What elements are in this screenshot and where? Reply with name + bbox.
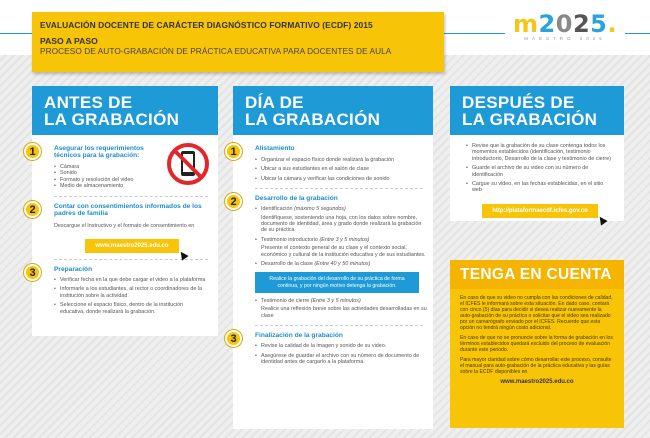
item-time: (Entre 40 y 50 minutos) bbox=[314, 261, 371, 268]
continuous-recording-note: Realice la grabación del desarrollo de su práctica de forma continua, y por ningún motivo detenga la grabación. bbox=[255, 272, 419, 292]
step-text: Descargue el Instructivo y el formato de consentimiento en bbox=[54, 222, 195, 229]
logo-digit: 5 bbox=[590, 10, 608, 38]
list-item: • Organizar el espacio físico donde realizará la grabación bbox=[255, 157, 427, 163]
list-item: • Asegúrese de guardar el archivo con su número de documento de identidad antes de cargarlo a la plataforma. bbox=[255, 353, 427, 366]
during-step-3 bbox=[230, 332, 433, 365]
step-title: Finalización de la grabación bbox=[255, 332, 343, 340]
step-title: Asegurar los requerimientos técnicos para la grabación: bbox=[54, 145, 144, 159]
heading-line: LA GRABACIÓN bbox=[44, 110, 180, 129]
item-label: Testimonio introductorio bbox=[261, 236, 318, 243]
step-number-badge: 2 bbox=[24, 201, 41, 218]
notice-paragraph: Para mayor claridad sobre cómo desarrollar este proceso, consulte el manual para auto-grabación de la práctica educativa y las guías sobre la ECDF disponibles en bbox=[460, 357, 612, 375]
after-heading bbox=[450, 86, 624, 135]
before-step-2 bbox=[29, 202, 218, 253]
logo-digit: 0 bbox=[555, 10, 573, 38]
step-number-badge: 3 bbox=[24, 264, 41, 281]
list-item: • Formato y resolución del video bbox=[54, 177, 162, 183]
step-number-badge: 3 bbox=[225, 330, 242, 347]
list-item: • Revise que la grabación de su clase contenga todos los momentos establecidos (identificación, testimonio introductorio, Desarrollo de la clase y testimonio de cierre) bbox=[466, 143, 614, 162]
notice-paragraph: En caso de que su video no cumpla con las condiciones de calidad, el ICFES le informará sobre esta situación. En dado caso, contará con cinco (5) días para decidir si desea realizar nuevamente la auto-grabación de su práctica o solicitar que el video sea realizado por un camarógrafo enviado por el ICFES. Recuerde que esta opción no tendrá ningún costo adicional. bbox=[460, 295, 613, 331]
maestro-link[interactable]: www.maestro2025.edu.co bbox=[500, 379, 574, 385]
notice-paragraph: En caso de que no se pronuncie sobre la forma de grabación en los términos establecidos quedará excluido del proceso de evaluación durante este periodo. bbox=[460, 335, 613, 353]
logo-digit: 2 bbox=[538, 10, 556, 38]
item-label: Identificación bbox=[261, 206, 293, 213]
step-label: PASO A PASO bbox=[40, 36, 98, 46]
list-item: • Cargue su video, en las fechas establecidas, en el sitio web bbox=[466, 181, 614, 194]
list-item: • Seleccione el espacio físico, dentro de la institución educativa, donde realizará la grabación. bbox=[54, 302, 206, 315]
list-item: • Ubicar a sus estudiantes en el salón de clase bbox=[255, 166, 427, 172]
before-heading bbox=[32, 86, 218, 135]
after-recording-panel bbox=[450, 86, 624, 221]
during-step-2 bbox=[230, 195, 433, 319]
list-item: • Medio de almacenamiento bbox=[54, 183, 162, 189]
document-subtitle: PROCESO DE AUTO-GRABACIÓN DE PRÁCTICA EDUCATIVA PARA DOCENTES DE AULA bbox=[40, 46, 392, 56]
before-step-3 bbox=[29, 266, 218, 315]
list-item: • Cámara bbox=[54, 164, 162, 170]
link-text[interactable]: http://plataformaecdf.icfes.gov.co bbox=[492, 207, 588, 214]
no-phone-icon bbox=[166, 142, 210, 186]
logo-subtitle: MAESTRO 2025 bbox=[524, 36, 606, 41]
cursor-icon bbox=[596, 214, 607, 225]
step-title: Preparación bbox=[54, 266, 93, 274]
list-item: • Informarle a los estudiantes, al rector o coordinadores de la institución sobre la actividad bbox=[54, 286, 206, 299]
logo-digit: 2 bbox=[572, 10, 591, 38]
heading-line: DÍA DE bbox=[245, 93, 304, 112]
link-text[interactable]: www.maestro2025.edu.co bbox=[95, 243, 169, 250]
during-step-1 bbox=[230, 145, 433, 182]
list-item: • Revise la calidad de la imagen y sonido de su video. bbox=[255, 343, 427, 349]
document-title: EVALUACIÓN DOCENTE DE CARÁCTER DIAGNÓSTICO FORMATIVO (ECDF) 2015 bbox=[40, 20, 373, 30]
list-item bbox=[255, 206, 427, 212]
heading-line: LA GRABACIÓN bbox=[245, 110, 381, 129]
divider bbox=[255, 325, 423, 326]
icfes-platform-link-button[interactable] bbox=[482, 204, 598, 218]
heading-line: LA GRABACIÓN bbox=[462, 110, 598, 129]
list-item bbox=[255, 261, 427, 267]
notice-panel bbox=[450, 260, 624, 428]
list-item bbox=[255, 237, 427, 243]
step-title: Contar con consentimientos informados de los padres de familia bbox=[54, 202, 202, 217]
notice-heading: TENGA EN CUENTA bbox=[450, 260, 624, 289]
item-description: Realice una reflexión breve sobre las actividades desarrolladas en su clase bbox=[261, 306, 427, 319]
list-item: • Ubicar la cámara y verificar las condiciones de sonido bbox=[255, 176, 427, 182]
list-item: • Guarde el archivo de su video con su número de identificación bbox=[466, 165, 614, 178]
heading-line: DESPUÉS DE bbox=[462, 93, 575, 112]
logo-dot: . bbox=[607, 10, 617, 38]
list-item: • Sonido bbox=[54, 170, 162, 176]
during-heading bbox=[233, 86, 433, 135]
recording-day-panel bbox=[230, 86, 433, 429]
step-number-badge: 1 bbox=[225, 143, 242, 160]
list-item: • Verificar fecha en la que debe cargar el video a la plataforma bbox=[54, 277, 206, 283]
item-label: Testimonio de cierre bbox=[261, 297, 310, 304]
item-label: Desarrollo de la clase bbox=[261, 261, 313, 268]
logo-m: m bbox=[513, 10, 539, 38]
divider bbox=[54, 259, 208, 260]
step-number-badge: 1 bbox=[24, 143, 41, 160]
item-time: (máximo 5 segundos) bbox=[293, 206, 346, 213]
list-item bbox=[255, 298, 427, 304]
item-description: Presente el contexto general de su clase y el contexto social, económico y cultural de la institución educativa y de sus estudiantes. bbox=[261, 245, 426, 258]
item-description: Identifíquese, sosteniendo una hoja, con los datos sobre nombre, documento de identidad, área y grado donde realizará la grabación de su práctica bbox=[261, 214, 422, 234]
step-number-badge: 2 bbox=[225, 193, 242, 210]
before-recording-panel bbox=[29, 86, 218, 336]
item-time: (Entre 3 y 5 minutos) bbox=[319, 236, 370, 243]
item-time: (Entre 3 y 5 minutos) bbox=[310, 297, 361, 304]
heading-line: ANTES DE bbox=[44, 93, 133, 112]
maestro-link-button[interactable] bbox=[85, 239, 178, 253]
step-title: Alistamiento bbox=[255, 145, 295, 152]
divider bbox=[54, 196, 208, 197]
divider bbox=[255, 188, 423, 189]
title-banner bbox=[32, 12, 444, 72]
step-title: Desarrollo de la grabación bbox=[255, 195, 338, 203]
maestro-2025-logo bbox=[505, 12, 625, 48]
